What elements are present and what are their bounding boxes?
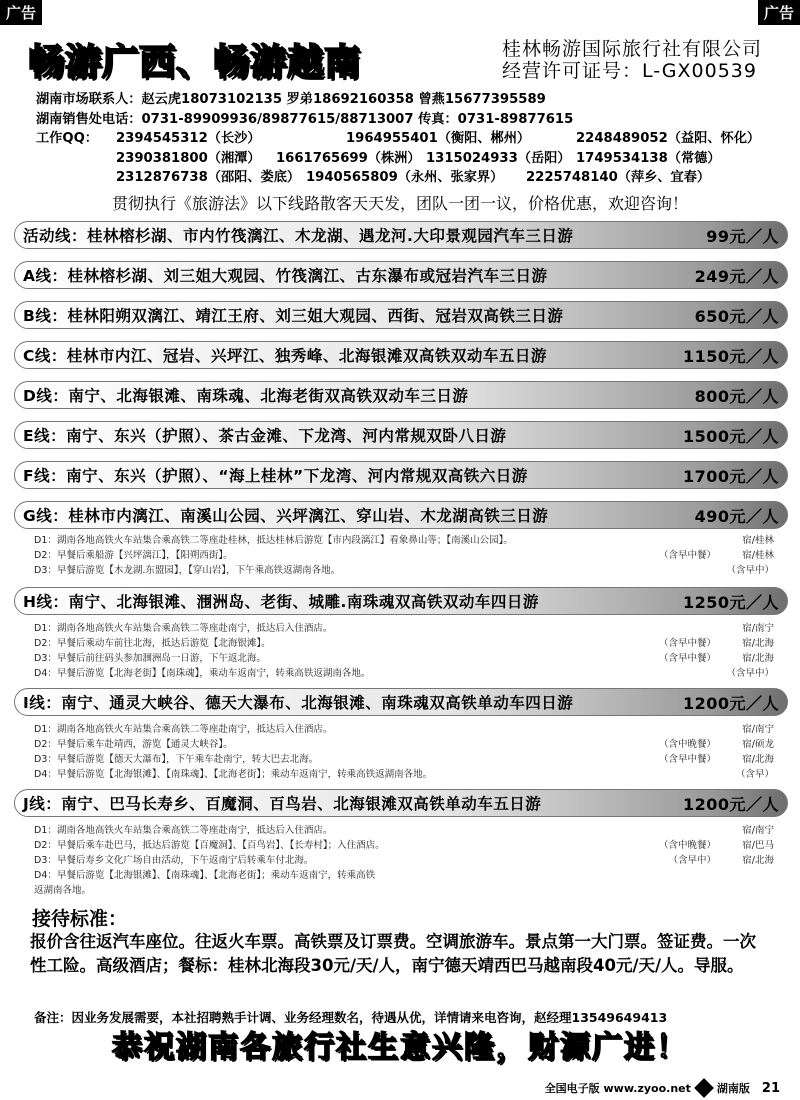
qq-entry: 2390381800（湘潭） [116, 150, 261, 166]
route-bar-f [14, 461, 788, 489]
route-price: 1500元／人 [682, 426, 779, 446]
ad-title-text: 畅游广西、畅游越南 [28, 42, 362, 83]
route-name: F线：南宁、东兴（护照）、“海上桂林”下龙湾、河内常规双高铁六日游 [23, 467, 528, 485]
market-contacts: 湖南市场联系人：赵云虎18073102135 罗弟18692160358 曾燕15677395589 [36, 92, 546, 107]
route-name: C线：桂林市内江、冠岩、兴坪江、独秀峰、北海银滩双高铁双动车五日游 [23, 347, 547, 365]
route-bar-j [14, 789, 788, 817]
route-i-itinerary [34, 722, 774, 782]
itinerary-day: D3：早餐后游览【木龙湖.东盟园】，【穿山岩】，下午乘高铁返湖南各地。 （含早中） [34, 565, 774, 576]
standard-title: 接待标准： [32, 908, 128, 930]
route-j-itinerary [34, 823, 774, 898]
itinerary-day: D2：早餐后乘车赴靖西，游览【通灵大峡谷】。 （含中晚餐） 宿/硕龙 [34, 739, 774, 750]
route-bar-e [14, 421, 788, 449]
company-info [502, 38, 762, 82]
route-name: G线：桂林市内漓江、南溪山公园、兴坪漓江、穿山岩、木龙湖高铁三日游 [23, 507, 549, 525]
qq-label: 工作QQ： [36, 131, 98, 146]
route-bar-c [14, 341, 788, 369]
itinerary-day: D1：湖南各地高铁火车站集合乘高铁二等座赴桂林，抵达桂林后游览【市内段漓江】看象鼻山等；【南溪山公园】。 宿/桂林 [34, 535, 774, 546]
qq-entry: 1315024933（岳阳） [426, 150, 571, 166]
qq-entry: 1964955401（衡阳、郴州） [346, 131, 531, 146]
route-bar-h [14, 587, 788, 615]
itinerary-day: D2：早餐后乘车赴巴马，抵达后游览【百魔洞】、【百鸟岩】、【长寿村】；入住酒店。 （含中晚餐） 宿/巴马 [34, 840, 774, 851]
itinerary-day: 返湖南各地。 [34, 885, 92, 896]
qq-entry: 1749534138（常德） [576, 150, 721, 166]
route-bar-g [14, 501, 788, 529]
route-price: 1150元／人 [682, 346, 779, 366]
qq-row-1 [36, 129, 760, 149]
motto: 贯彻执行《旅游法》以下线路散客天天发，团队一团一议，价格优惠，欢迎咨询！ [111, 194, 688, 213]
route-name: E线：南宁、东兴（护照）、茶古金滩、下龙湾、河内常规双卧八日游 [23, 427, 507, 445]
ad-label-left: 广告 [0, 0, 42, 25]
route-price: 1700元／人 [682, 466, 779, 486]
qq-row-3 [36, 168, 760, 188]
route-h-itinerary [34, 621, 774, 681]
qq-entry: 2394545312（长沙） [116, 131, 261, 146]
route-price: 1200元／人 [682, 794, 779, 814]
itinerary-day: D3：早餐后前往码头参加涠洲岛一日游，下午返北海。 （含早中餐） 宿/北海 [34, 653, 774, 664]
route-bar-i [14, 688, 788, 716]
footer-edition: 湖南版 [716, 1082, 750, 1095]
ad-label-right: 广告 [758, 0, 800, 25]
route-name: 活动线：桂林榕杉湖、市内竹筏漓江、木龙湖、遇龙河.大印景观园汽车三日游 [23, 227, 574, 245]
route-price: 1250元／人 [682, 592, 779, 612]
route-name: D线：南宁、北海银滩、南珠魂、北海老街双高铁双动车三日游 [23, 387, 469, 405]
route-price: 800元／人 [694, 386, 779, 406]
itinerary-day: D4：早餐后游览【北海银滩】、【南珠魂】、【北海老街】；乘动车返南宁，转乘高铁返湖南各地。 （含早） [34, 769, 774, 780]
qq-entry: 1661765699（株洲） [276, 150, 421, 166]
qq-entry: 2225748140（萍乡、宜春） [526, 170, 711, 185]
route-name: I线：南宁、通灵大峡谷、德天大瀑布、北海银滩、南珠魂双高铁单动车四日游 [23, 694, 574, 712]
itinerary-day: D3：早餐后游览【德天大瀑布】，下午乘车赴南宁，转大巴去北海。 （含早中餐） 宿/北海 [34, 754, 774, 765]
route-bar-d [14, 381, 788, 409]
route-price: 1200元／人 [682, 693, 779, 713]
page-number: 21 [761, 1080, 780, 1096]
itinerary-day: D1：湖南各地高铁火车站集合乘高铁二等座赴南宁，抵达后入住酒店。 宿/南宁 [34, 623, 774, 634]
qq-entry: 2248489052（益阳、怀化） [576, 131, 761, 146]
office-phone: 湖南销售处电话：0731-89909936/89877615/88713007 传真：0731-89877615 [36, 111, 574, 127]
itinerary-day: D1：湖南各地高铁火车站集合乘高铁二等座赴南宁，抵达后入住酒店。 宿/南宁 [34, 724, 774, 735]
route-name: H线：南宁、北海银滩、涠洲岛、老街、城雕.南珠魂双高铁双动车四日游 [23, 593, 539, 611]
diamond-logo-icon [694, 1078, 714, 1098]
congrats-banner: 恭祝湖南各旅行社生意兴隆，财源广进！ [112, 1030, 688, 1065]
itinerary-day: D1：湖南各地高铁火车站集合乘高铁二等座赴南宁，抵达后入住酒店。 宿/南宁 [34, 825, 774, 836]
recruit-note: 备注：因业务发展需要，本社招聘熟手计调、业务经理数名，待遇从优，详情请来电咨询，赵经理13549649413 [34, 1010, 668, 1025]
itinerary-day: D3：早餐后寿乡文化广场自由活动，下午返南宁后转乘车付北海。 （含早中） 宿/北海 [34, 855, 774, 866]
itinerary-day: D4：早餐后游览【北海老街】【南珠魂】，乘动车返南宁，转乘高铁返湖南各地。 （含早中） [34, 668, 774, 679]
route-bar-activity [14, 221, 788, 249]
company-name: 桂林畅游国际旅行社有限公司 [501, 38, 762, 60]
qq-row-2 [36, 149, 760, 169]
route-name: B线：桂林阳朔双漓江、靖江王府、刘三姐大观园、西街、冠岩双高铁三日游 [23, 307, 564, 325]
qq-entry: 2312876738（邵阳、娄底） [116, 170, 301, 185]
route-price: 650元／人 [694, 306, 779, 326]
itinerary-day: D2：早餐后乘船游【兴坪漓江】，【阳朔西街】。 （含早中餐） 宿/桂林 [34, 550, 774, 561]
standard-text: 报价含往返汽车座位。往返火车票。高铁票及订票费。空调旅游车。景点第一大门票。签证费。一次性工险。高级酒店；餐标：桂林北海段30元/天/人，南宁德天靖西巴马越南段40元/天/人。导服。 [30, 932, 756, 975]
route-price: 99元／人 [706, 226, 779, 246]
route-price: 490元／人 [694, 506, 779, 526]
page-footer [545, 1080, 780, 1096]
ad-title [28, 34, 388, 83]
itinerary-day: D2：早餐后乘动车前往北海，抵达后游览【北海银滩】。 （含早中餐） 宿/北海 [34, 638, 774, 649]
route-name: J线：南宁、巴马长寿乡、百魔洞、百鸟岩、北海银滩双高铁单动车五日游 [23, 795, 542, 813]
route-name: A线：桂林榕杉湖、刘三姐大观园、竹筏漓江、古东瀑布或冠岩汽车三日游 [23, 267, 548, 285]
route-bar-a [14, 261, 788, 289]
company-license: 经营许可证号：L-GX00539 [501, 60, 757, 82]
route-bar-b [14, 301, 788, 329]
footer-site: 全国电子版 www.zyoo.net [544, 1082, 691, 1095]
route-price: 249元／人 [694, 266, 779, 286]
qq-entry: 1940565809（永州、张家界） [306, 170, 504, 185]
itinerary-day: D4：早餐后游览【北海银滩】、【南珠魂】、【北海老街】；乘动车返南宁，转乘高铁 [34, 870, 376, 881]
route-g-itinerary [34, 533, 774, 578]
contacts-block [36, 90, 760, 188]
